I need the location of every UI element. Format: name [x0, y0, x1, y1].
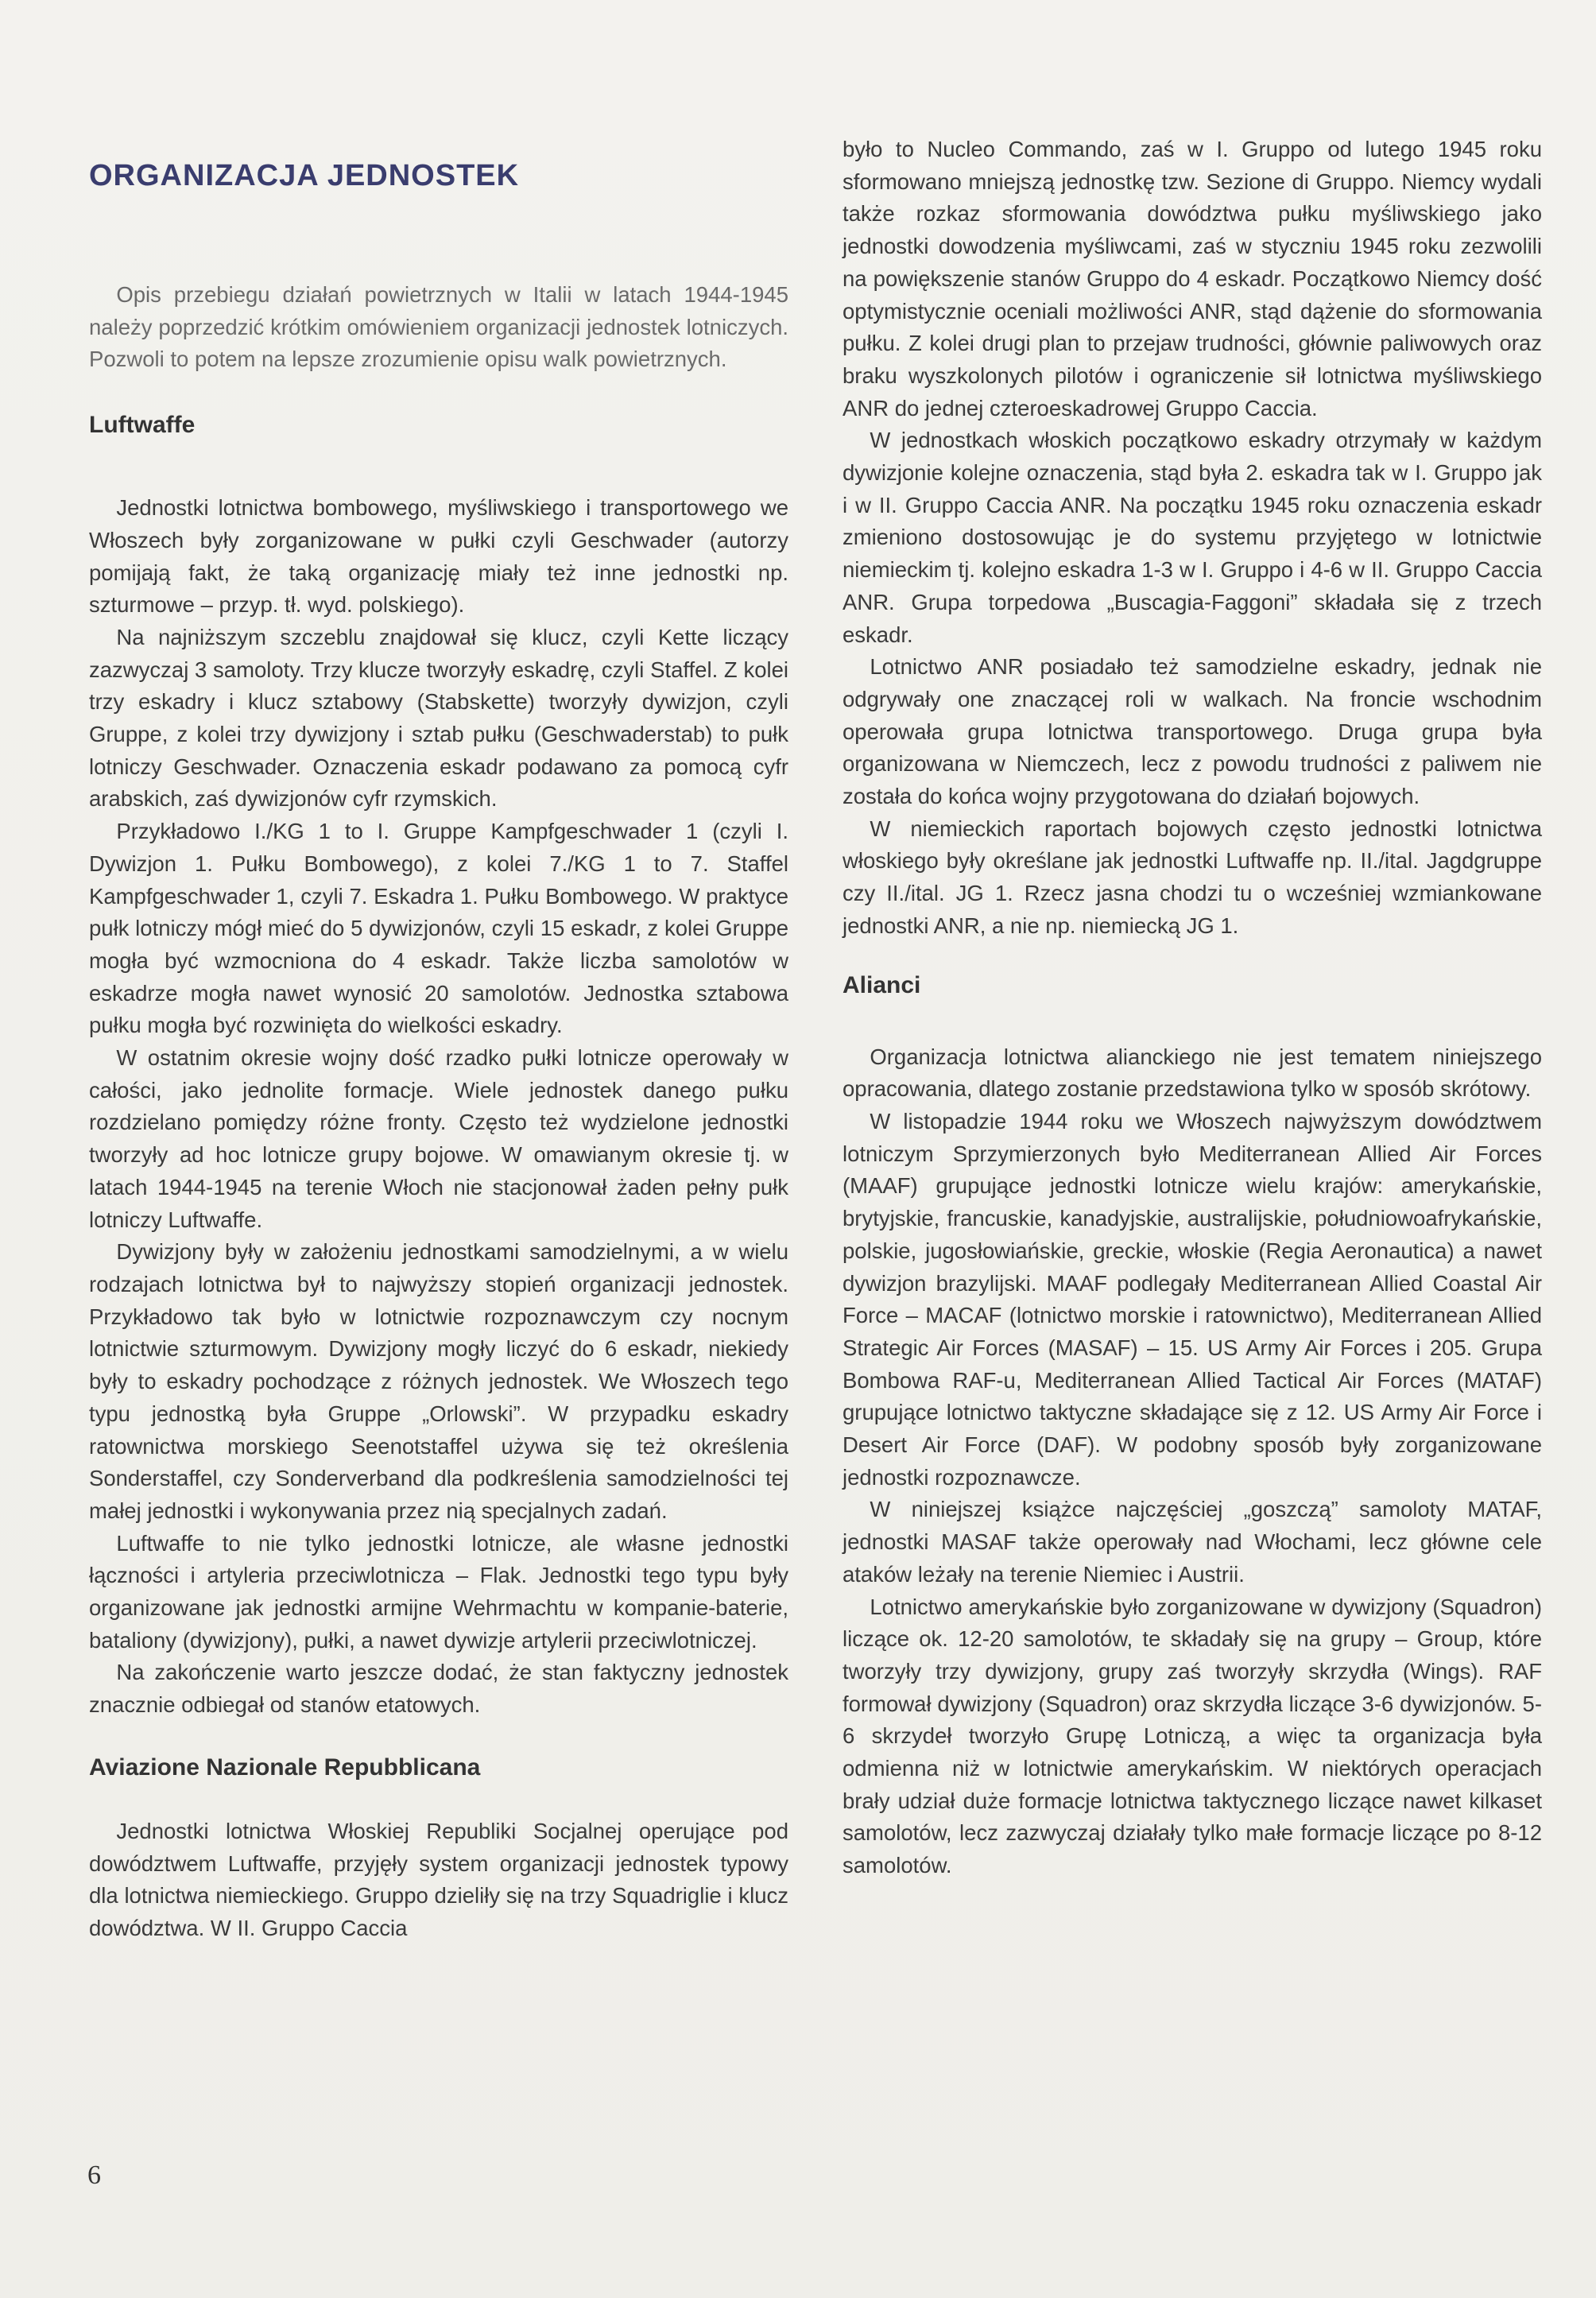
paragraph: Organizacja lotnictwa alianckiego nie jest tematem niniejszego opracowania, dlatego zostanie przedstawiona tylko w sposób skrótowy.	[843, 1044, 1542, 1102]
right-column	[843, 134, 1542, 1882]
paragraph: W niniejszej książce najczęściej „goszczą” samoloty MATAF, jednostki MASAF także operowały nad Włochami, lecz główne cele ataków leżały na terenie Niemiec i Austrii.	[843, 1497, 1542, 1587]
page-title: ORGANIZACJA JEDNOSTEK	[89, 159, 520, 192]
paragraph: Lotnictwo amerykańskie było zorganizowane w dywizjony (Squadron) liczące ok. 12-20 samolotów, te składały się na grupy – Group, które tworzyły trzy dywizjony, grupy zaś tworzyły skrzydła (Wings). RAF formował dywizjony (Squadron) oraz skrzydła liczące 3-6 dywizjonów. 5-6 skrzydeł tworzyło Grupę Lotniczą, a więc ta organizacja była odmienna niż w lotnictwie amerykańskim. W niektórych operacjach brały udział duże formacje lotnictwa taktycznego liczące nawet kilkaset samolotów, lecz zazwyczaj działały tylko małe formacje liczące po 8-12 samolotów.	[843, 1594, 1542, 1878]
paragraph: W niemieckich raportach bojowych często jednostki lotnictwa włoskiego były określane jak jednostki Luftwaffe np. II./ital. Jagdgruppe czy II./ital. JG 1. Rzecz jasna chodzi tu o wcześniej wzmiankowane jednostki ANR, a nie np. niemiecką JG 1.	[843, 816, 1542, 938]
paragraph: Przykładowo I./KG 1 to I. Gruppe Kampfgeschwader 1 (czyli I. Dywizjon 1. Pułku Bombowego), z kolei 7./KG 1 to 7. Staffel Kampfgeschwader 1, czyli 7. Eskadra 1. Pułku Bombowego. W praktyce pułk lotniczy mógł mieć do 5 dywizjonów, czyli 15 eskadr, z kolei Gruppe mogła być wzmocniona do 4 eskadr. Także liczba samolotów w eskadrze mogła nawet wynosić 20 samolotów. Jednostka sztabowa pułku mogła być rozwinięta do wielkości eskadry.	[89, 819, 788, 1038]
paragraph: Lotnictwo ANR posiadało też samodzielne eskadry, jednak nie odgrywały one znaczącej roli w walkach. Na froncie wschodnim operowała grupa lotnictwa transportowego. Druga grupa była organizowana w Niemczech, lecz z powodu trudności z paliwem nie została do końca wojny przygotowana do działań bojowych.	[843, 654, 1542, 809]
paragraph: Jednostki lotnictwa Włoskiej Republiki Socjalnej operujące pod dowództwem Luftwaffe, przyjęły system organizacji jednostek typowy dla lotnictwa niemieckiego. Gruppo dzieliły się na trzy Squadriglie i klucz dowództwa. W II. Gruppo Caccia	[89, 1818, 788, 1940]
paragraph: Na najniższym szczeblu znajdował się klucz, czyli Kette liczący zazwyczaj 3 samoloty. Trzy klucze tworzyły eskadrę, czyli Staffel. Z kolei trzy eskadry i klucz sztabowy (Stabskette) tworzyły dywizjon, czyli Gruppe, z kolei trzy dywizjony i sztab pułku (Geschwaderstab) to pułk lotniczy Geschwader. Oznaczenia eskadr podawano za pomocą cyfr arabskich, zaś dywizjonów cyfr rzymskich.	[89, 624, 788, 812]
page-number: 6	[87, 2160, 101, 2190]
heading-luftwaffe: Luftwaffe	[89, 412, 196, 439]
paragraph: W jednostkach włoskich początkowo eskadry otrzymały w każdym dywizjonie kolejne oznaczenia, stąd była 2. eskadra tak w I. Gruppo jak i w II. Gruppo Caccia ANR. Na początku 1945 roku oznaczenia eskadr zmieniono dostosowując je do systemu przyjętego w lotnictwie niemieckim tj. kolejno eskadra 1-3 w I. Gruppo i 4-6 w II. Gruppo Caccia ANR. Grupa torpedowa „Buscagia-Faggoni” składała się z trzech eskadr.	[843, 428, 1542, 647]
paragraph: Dywizjony były w założeniu jednostkami samodzielnymi, a w wielu rodzajach lotnictwa był to najwyższy stopień organizacji jednostek. Przykładowo tak było w lotnictwie rozpoznawczym czy nocnym lotnictwie szturmowym. Dywizjony mogły liczyć do 6 eskadr, niekiedy były to eskadry pochodzące z różnych jednostek. We Włoszech tego typu jednostką była Gruppe „Orlowski”. W przypadku eskadry ratownictwa morskiego Seenotstaffel używa się też określenia Sonderstaffel, czy Sonderverband dla podkreślenia samodzielności tej małej jednostki i wykonywania przez nią specjalnych zadań.	[89, 1239, 788, 1523]
left-column	[89, 159, 788, 1945]
paragraph: Jednostki lotnictwa bombowego, myśliwskiego i transportowego we Włoszech były zorganizowane w pułki czyli Geschwader (autorzy pomijają fakt, że taką organizację miały też inne jednostki np. szturmowe – przyp. tł. wyd. polskiego).	[89, 495, 788, 618]
heading-alianci: Alianci	[843, 971, 921, 998]
paragraph: W listopadzie 1944 roku we Włoszech najwyższym dowództwem lotniczym Sprzymierzonych było Mediterranean Allied Air Forces (MAAF) grupujące jednostki lotnicze wielu krajów: amerykańskie, brytyjskie, francuskie, kanadyjskie, australijskie, południowoafrykańskie, polskie, jugosłowiańskie, greckie, włoskie (Regia Aeronautica) a nawet dywizjon brazylijski. MAAF podlegały Mediterranean Allied Coastal Air Force – MACAF (lotnictwo morskie i ratownictwo), Mediterranean Allied Strategic Air Forces (MASAF) – 15. US Army Air Forces i 205. Grupa Bombowa RAF-u, Mediterranean Allied Tactical Air Forces (MATAF) grupujące lotnictwo taktyczne składające się z 12. US Army Air Force i Desert Air Force (DAF). W podobny sposób były zorganizowane jednostki rozpoznawcze.	[843, 1108, 1542, 1490]
heading-anr: Aviazione Nazionale Repubblicana	[89, 1754, 481, 1781]
intro-paragraph: Opis przebiegu działań powietrznych w Italii w latach 1944-1945 należy poprzedzić krótkim omówieniem organizacji jednostek lotniczych. Pozwoli to potem na lepsze zrozumienie opisu walk powietrznych.	[89, 282, 788, 372]
paragraph: było to Nucleo Commando, zaś w I. Gruppo od lutego 1945 roku sformowano mniejszą jednostkę tzw. Sezione di Gruppo. Niemcy wydali także rozkaz sformowania dowództwa pułku myśliwskiego jako jednostki dowodzenia myśliwcami, zaś w styczniu 1945 roku zezwolili na powiększenie stanów Gruppo do 4 eskadr. Początkowo Niemcy dość optymistycznie oceniali możliwości ANR, stąd dążenie do sformowania pułku. Z kolei drugi plan to przejaw trudności, głównie paliwowych oraz braku wyszkolonych pilotów i ograniczenie sił lotnictwa myśliwskiego ANR do jednej czteroeskadrowej Gruppo Caccia.	[843, 137, 1542, 420]
paragraph: Luftwaffe to nie tylko jednostki lotnicze, ale własne jednostki łączności i artyleria przeciwlotnicza – Flak. Jednostki tego typu były organizowane jak jednostki armijne Wehrmachtu w kompanie-baterie, bataliony (dywizjony), pułki, a nawet dywizje artylerii przeciwlotniczej.	[89, 1530, 788, 1653]
paragraph: W ostatnim okresie wojny dość rzadko pułki lotnicze operowały w całości, jako jednolite formacje. Wiele jednostek danego pułku rozdzielano pomiędzy różne fronty. Często też wydzielone jednostki tworzyły ad hoc lotnicze grupy bojowe. W omawianym okresie tj. w latach 1944-1945 na terenie Włoch nie stacjonował żaden pełny pułk lotniczy Luftwaffe.	[89, 1045, 788, 1232]
paragraph: Na zakończenie warto jeszcze dodać, że stan faktyczny jednostek znacznie odbiegał od stanów etatowych.	[89, 1660, 788, 1718]
